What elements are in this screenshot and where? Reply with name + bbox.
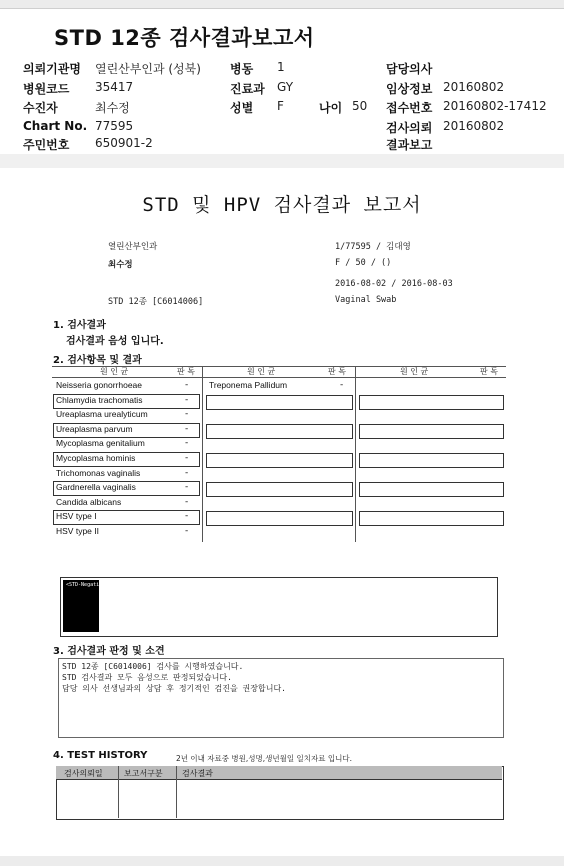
organism-name: HSV type II: [56, 526, 99, 536]
organism-result: -: [185, 526, 189, 536]
section2-title: 2. 검사항목 및 결과: [53, 355, 142, 366]
report-label: 결과보고: [386, 138, 433, 152]
organism-name: HSV type I: [56, 511, 97, 522]
organism-result: -: [185, 453, 189, 463]
organism-result: -: [185, 409, 189, 420]
section3-title: 3. 검사결과 판정 및 소견: [53, 646, 165, 657]
result-image-label: <STD-Negative Image>: [66, 582, 127, 588]
organism-result: -: [185, 438, 189, 449]
opinion-line-1: STD 12종 [C6014006] 검사를 시행하였습니다.: [62, 662, 244, 671]
patient-label: 수진자: [23, 101, 58, 115]
top-band: [0, 0, 564, 9]
history-col-result: 검사결과: [182, 769, 213, 778]
report-patient: 최수정: [108, 260, 133, 270]
history-header: [56, 766, 502, 780]
col-organism-3: 원 인 균: [400, 367, 429, 376]
age-value: 50: [352, 99, 368, 113]
report-specimen: Vaginal Swab: [335, 295, 397, 305]
organism-result: -: [185, 467, 189, 478]
section4-title: 4. TEST HISTORY: [53, 750, 148, 761]
organism-name: Chlamydia trachomatis: [56, 394, 143, 405]
report-id-doctor: 1/77595 / 김대영: [335, 242, 411, 252]
organism-name: Mycoplasma genitalium: [56, 438, 145, 449]
page-title: STD 12종 검사결과보고서: [54, 26, 315, 50]
organism-result: -: [340, 380, 344, 390]
separator-band: [0, 154, 564, 168]
clinical-label: 임상정보: [386, 82, 433, 96]
clinical-value: 20160802: [443, 80, 505, 94]
col-judgment-1: 판 독: [177, 367, 195, 376]
history-col-type: 보고서구분: [124, 769, 163, 778]
ward-label: 병동: [230, 62, 254, 76]
organism-name: Gardnerella vaginalis: [56, 482, 136, 493]
receipt-value: 20160802-17412: [443, 99, 547, 113]
organism-result: -: [185, 496, 189, 507]
section1-result: 검사결과 음성 입니다.: [66, 336, 164, 347]
col-organism-1: 원 인 균: [100, 367, 129, 376]
rrn-label: 주민번호: [23, 138, 70, 152]
col-judgment-3: 판 독: [480, 367, 498, 376]
report-dates: 2016-08-02 / 2016-08-03: [335, 279, 453, 289]
report-sex-age: F / 50 / (): [335, 258, 392, 268]
sex-label: 성별: [230, 101, 254, 115]
report-clinic: 열린산부인과: [108, 242, 158, 252]
ward-value: 1: [277, 60, 285, 74]
organism-result: -: [185, 423, 189, 434]
organism-result: -: [185, 482, 189, 493]
organism-name: Neisseria gonorrhoeae: [56, 380, 142, 390]
organism-name: Candida albicans: [56, 496, 122, 507]
organism-result: -: [185, 380, 189, 390]
history-col-date: 검사의뢰일: [64, 769, 103, 778]
institution-label: 의뢰기관명: [23, 62, 81, 76]
opinion-line-3: 담당 의사 선생님과의 상담 후 정기적인 검진을 권장합니다.: [62, 684, 287, 693]
request-label: 검사의뢰: [386, 121, 433, 135]
organism-name: Treponema Pallidum: [209, 380, 288, 390]
receipt-label: 접수번호: [386, 101, 433, 115]
report-title: STD 및 HPV 검사결과 보고서: [142, 194, 422, 216]
dept-value: GY: [277, 80, 294, 94]
age-label: 나이: [319, 101, 343, 115]
request-value: 20160802: [443, 119, 505, 133]
organism-name: Ureaplasma parvum: [56, 423, 133, 434]
opinion-line-2: STD 검사결과 모두 음성으로 판정되었습니다.: [62, 673, 232, 682]
hospital-code-value: 35417: [95, 80, 134, 94]
section1-title: 1. 검사결과: [53, 320, 106, 331]
organism-result: -: [185, 394, 189, 405]
organism-result: -: [185, 511, 189, 522]
institution-value: 열린산부인과 (성북): [95, 62, 201, 76]
hospital-code-label: 병원코드: [23, 82, 70, 96]
patient-value: 최수정: [95, 101, 130, 115]
report-test-name: STD 12종 [C6014006]: [108, 297, 204, 307]
dept-label: 진료과: [230, 82, 265, 96]
sex-value: F: [277, 99, 284, 113]
doctor-label: 담당의사: [386, 62, 433, 76]
bottom-band: [0, 856, 564, 866]
organism-name: Mycoplasma hominis: [56, 453, 136, 463]
rrn-value: 650901-2: [95, 136, 153, 150]
col-organism-2: 원 인 균: [247, 367, 276, 376]
organism-name: Ureaplasma urealyticum: [56, 409, 148, 420]
organism-name: Trichomonas vaginalis: [56, 467, 141, 478]
chart-no-label: Chart No.: [23, 119, 88, 133]
chart-no-value: 77595: [95, 119, 134, 133]
history-note: 2년 이내 자료중 병원,성명,생년월일 일치자료 입니다.: [176, 754, 352, 763]
col-judgment-2: 판 독: [328, 367, 346, 376]
